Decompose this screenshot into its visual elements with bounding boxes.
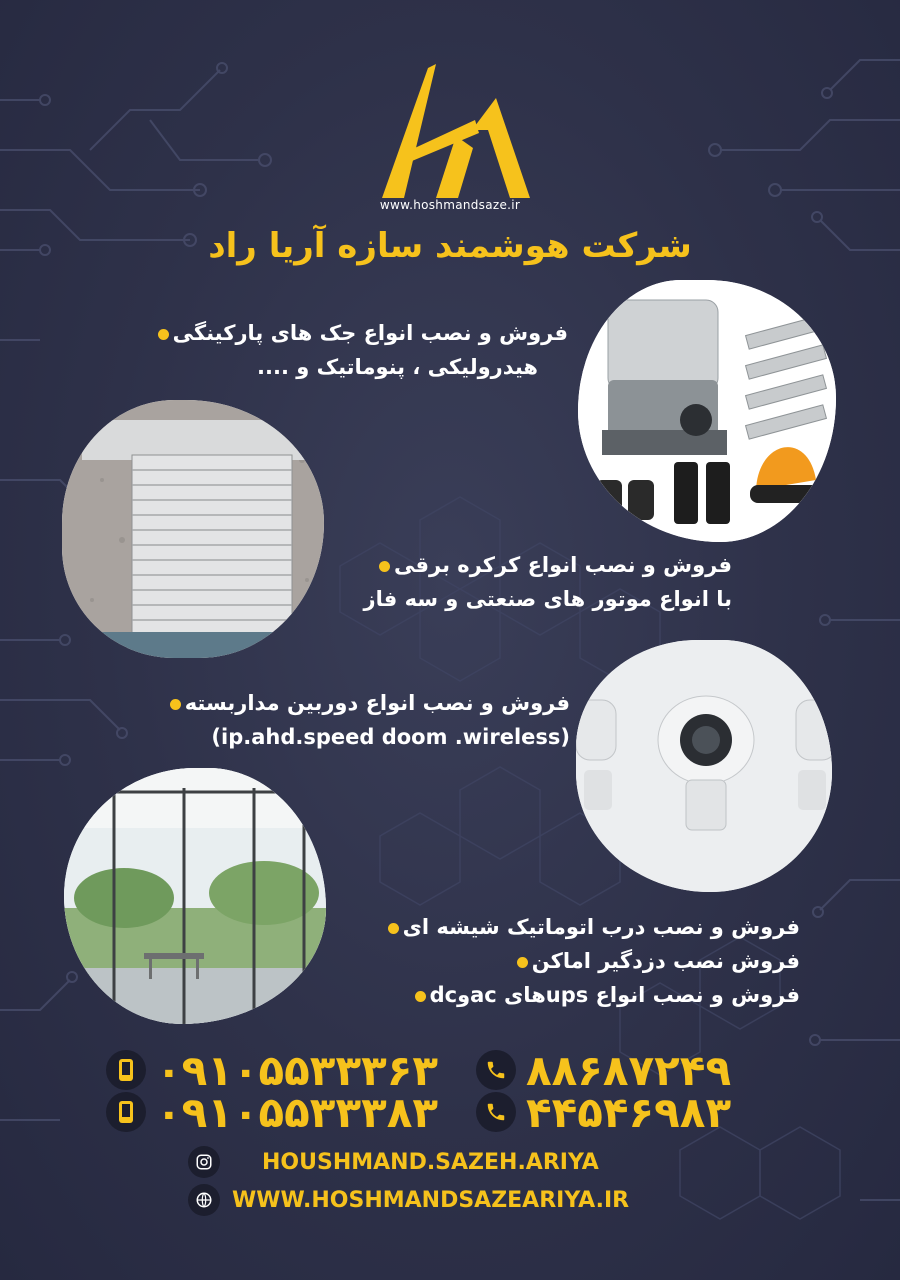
service-line: هیدرولیکی ، پنوماتیک و .... bbox=[257, 355, 538, 379]
glass-door-image bbox=[64, 768, 326, 1024]
instagram-handle[interactable]: HOUSHMAND.SAZEH.ARIYA bbox=[262, 1149, 599, 1175]
cctv-camera-image bbox=[576, 640, 832, 892]
contact-row-2-mobile bbox=[106, 1088, 438, 1136]
website-link[interactable]: WWW.HOSHMANDSAZEARIYA.IR bbox=[232, 1187, 630, 1213]
service-line: (ip.ahd.speed doom .wireless) bbox=[211, 725, 570, 749]
service-line: فروش و نصب انواع دوربین مداربسته bbox=[184, 691, 570, 715]
service-parking-jacks bbox=[158, 316, 568, 384]
mobile-icon bbox=[106, 1050, 146, 1090]
service-line: با انواع موتور های صنعتی و سه فاز bbox=[363, 587, 732, 611]
bullet-icon bbox=[517, 957, 528, 968]
phone-icon bbox=[476, 1092, 516, 1132]
service-line: فروش و نصب انواع upsهای acوdc bbox=[429, 983, 800, 1007]
logo-website-url: www.hoshmandsaze.ir bbox=[379, 198, 521, 212]
mobile-number-1[interactable]: ۰۹۱۰۵۵۳۳۳۶۳ bbox=[156, 1045, 438, 1095]
roller-shutter-image bbox=[62, 400, 324, 658]
service-roller-shutter bbox=[364, 548, 732, 616]
bullet-icon bbox=[388, 923, 399, 934]
mobile-number-2[interactable]: ۰۹۱۰۵۵۳۳۳۸۳ bbox=[156, 1087, 438, 1137]
bullet-icon bbox=[158, 329, 169, 340]
bullet-icon bbox=[415, 991, 426, 1002]
service-line: فروش و نصب انواع کرکره برقی bbox=[394, 553, 732, 577]
website-row bbox=[188, 1184, 629, 1216]
bullet-icon bbox=[170, 699, 181, 710]
service-line: فروش نصب دزدگیر اماکن bbox=[531, 949, 800, 973]
instagram-row bbox=[188, 1146, 599, 1178]
service-line: فروش و نصب درب اتوماتیک شیشه ای bbox=[402, 915, 800, 939]
instagram-icon bbox=[188, 1146, 220, 1178]
service-glass-doors-alarms-ups bbox=[388, 910, 800, 1012]
company-name: شرکت هوشمند سازه آریا راد bbox=[208, 226, 692, 266]
bullet-icon bbox=[379, 561, 390, 572]
globe-icon bbox=[188, 1184, 220, 1216]
landline-number-1[interactable]: ۸۸۶۸۷۲۴۹ bbox=[526, 1045, 732, 1095]
service-cctv bbox=[170, 686, 570, 754]
ha-logo bbox=[360, 58, 540, 208]
phone-icon bbox=[476, 1050, 516, 1090]
mobile-icon bbox=[106, 1092, 146, 1132]
landline-number-2[interactable]: ۴۴۵۴۶۹۸۳ bbox=[526, 1087, 732, 1137]
service-line: فروش و نصب انواع جک های پارکینگی bbox=[172, 321, 568, 345]
contact-row-2-landline bbox=[476, 1088, 731, 1136]
